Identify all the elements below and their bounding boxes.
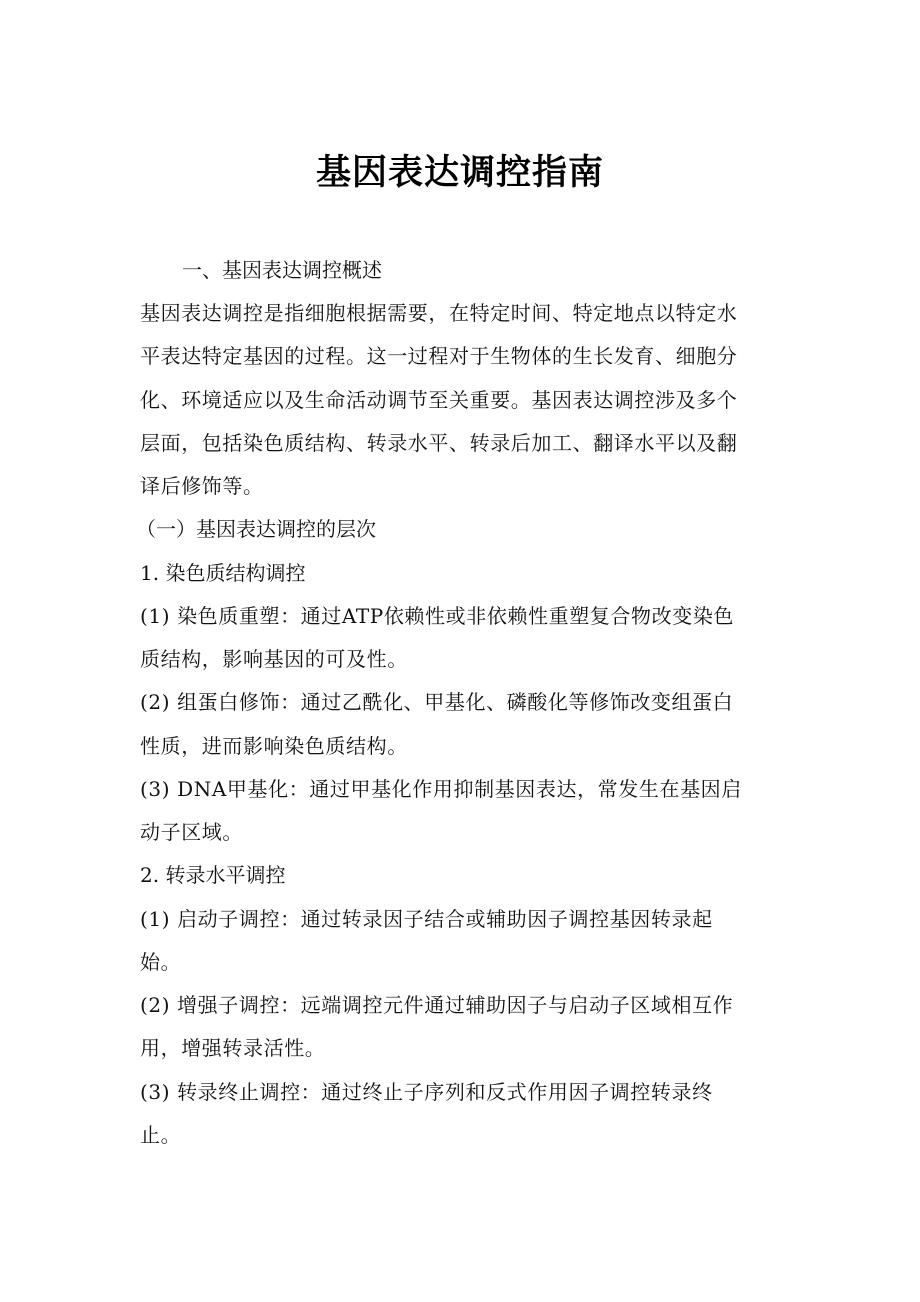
paragraph-line: 化、环境适应以及生命活动调节至关重要。基因表达调控涉及多个 (140, 388, 738, 412)
list-item-continuation: 止。 (140, 1123, 182, 1147)
list-item: (3) 转录终止调控：通过终止子序列和反式作用因子调控转录终 (140, 1080, 713, 1104)
list-item-continuation: 性质，进而影响染色质结构。 (140, 734, 408, 758)
paragraph-line: 译后修饰等。 (140, 474, 264, 498)
paragraph-line: 基因表达调控是指细胞根据需要，在特定时间、特定地点以特定水 (140, 301, 738, 325)
subsection-heading: （一）基因表达调控的层次 (136, 517, 376, 541)
list-item: (1) 启动子调控：通过转录因子结合或辅助因子调控基因转录起 (140, 907, 713, 931)
list-item: (2) 组蛋白修饰：通过乙酰化、甲基化、磷酸化等修饰改变组蛋白 (140, 690, 734, 714)
list-item: (1) 染色质重塑：通过ATP依赖性或非依赖性重塑复合物改变染色 (140, 604, 735, 628)
page-title: 基因表达调控指南 (315, 153, 604, 193)
list-item: (3) DNA甲基化：通过甲基化作用抑制基因表达，常发生在基因启 (140, 777, 742, 801)
list-heading: 2. 转录水平调控 (140, 863, 286, 887)
list-item-continuation: 始。 (140, 950, 182, 974)
list-item: (2) 增强子调控：远端调控元件通过辅助因子与启动子区域相互作 (140, 993, 734, 1017)
list-heading: 1. 染色质结构调控 (140, 561, 306, 585)
list-item-continuation: 动子区域。 (140, 820, 243, 844)
section-heading: 一、基因表达调控概述 (182, 258, 382, 282)
paragraph-line: 平表达特定基因的过程。这一过程对于生物体的生长发育、细胞分 (140, 344, 738, 368)
list-item-continuation: 用，增强转录活性。 (140, 1036, 326, 1060)
list-item-continuation: 质结构，影响基因的可及性。 (140, 647, 408, 671)
paragraph-line: 层面，包括染色质结构、转录水平、转录后加工、翻译水平以及翻 (140, 431, 738, 455)
